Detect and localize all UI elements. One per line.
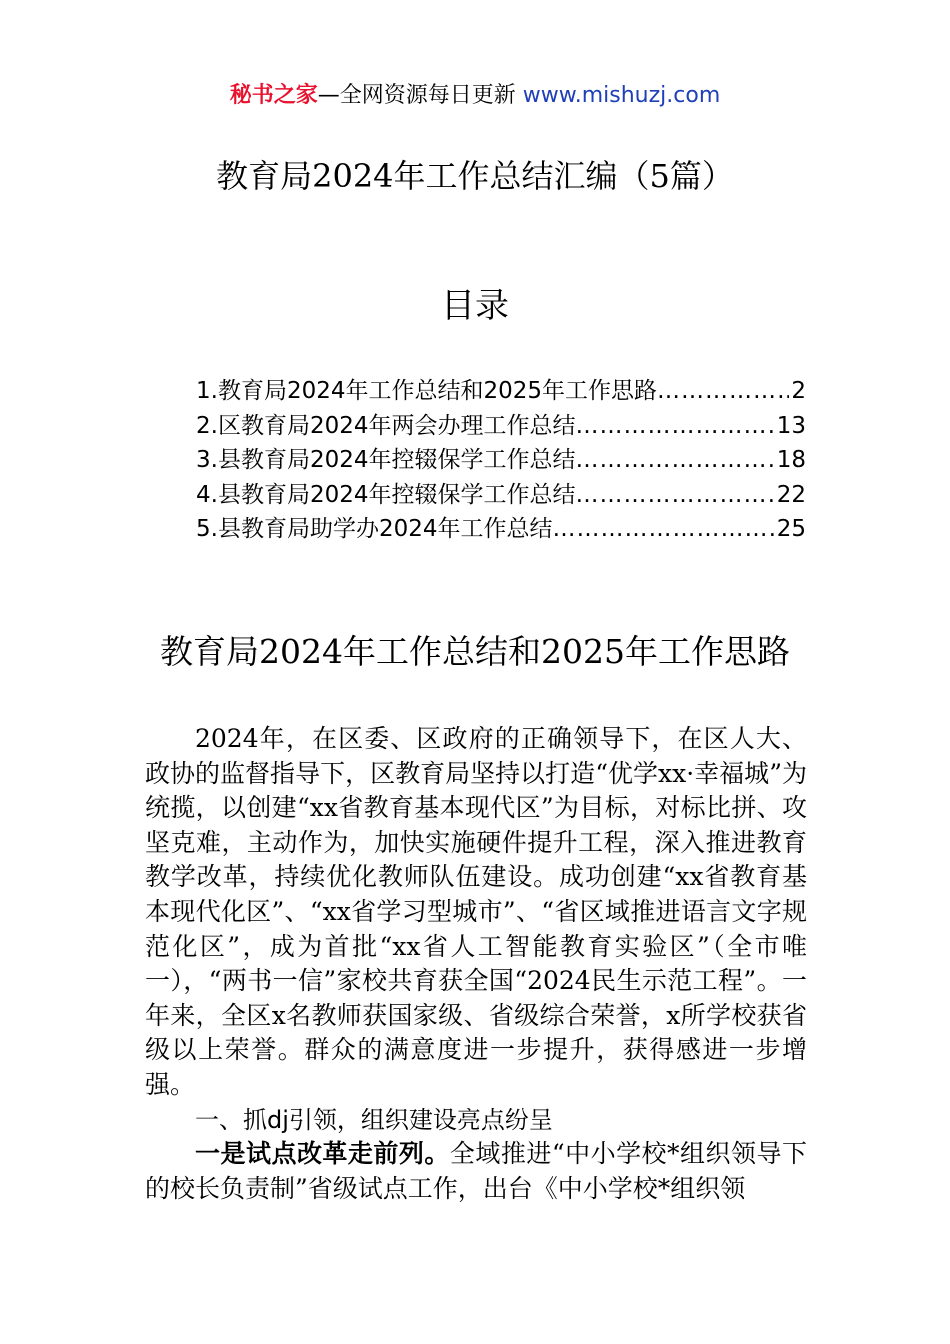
toc-heading: 目录 bbox=[441, 286, 509, 326]
toc-leader-dots bbox=[575, 443, 774, 478]
toc-entry-title: 4.县教育局2024年控辍保学工作总结 bbox=[196, 481, 576, 508]
toc-entry-page: 25 bbox=[776, 516, 806, 542]
site-header bbox=[0, 80, 950, 112]
toc-entry-title: 3.县教育局2024年控辍保学工作总结 bbox=[196, 447, 576, 473]
paragraph-lead: 一是试点改革走前列。 bbox=[195, 1139, 450, 1169]
toc-entry-title: 1.教育局2024年工作总结和2025年工作思路 bbox=[196, 378, 658, 404]
brand-name: 秘书之家 bbox=[229, 83, 318, 108]
section-title: 教育局2024年工作总结和2025年工作思路 bbox=[160, 632, 790, 671]
paragraph-text: 全域推进“中小学校*组织领导下的校长负责制”省级试点工作，出台《中小学校*组织领 bbox=[145, 1139, 807, 1203]
document-title: 教育局2024年工作总结汇编（5篇） bbox=[216, 157, 734, 195]
table-of-contents bbox=[196, 374, 806, 547]
body-paragraph bbox=[145, 1137, 807, 1206]
toc-leader-dots bbox=[575, 409, 774, 444]
toc-entry-page: 22 bbox=[776, 481, 806, 508]
toc-entry[interactable] bbox=[196, 478, 806, 513]
toc-entry-page: 18 bbox=[776, 447, 806, 473]
toc-entry-title: 2.区教育局2024年两会办理工作总结 bbox=[196, 412, 576, 439]
toc-entry-page: 2 bbox=[791, 378, 806, 404]
toc-leader-dots bbox=[575, 478, 774, 513]
toc-leader-dots bbox=[552, 512, 774, 547]
toc-entry-title: 5.县教育局助学办2024年工作总结 bbox=[196, 516, 553, 542]
toc-entry[interactable] bbox=[196, 512, 806, 547]
toc-leader-dots bbox=[657, 374, 789, 409]
toc-entry[interactable] bbox=[196, 374, 806, 409]
toc-entry-page: 13 bbox=[776, 412, 806, 439]
section-subheading: 一、抓dj引领，组织建设亮点纷呈 bbox=[195, 1105, 553, 1134]
toc-entry[interactable] bbox=[196, 409, 806, 444]
body-paragraph: 2024年，在区委、区政府的正确领导下，在区人大、政协的监督指导下，区教育局坚持以打造“优学xx·幸福城”为统揽，以创建“xx省教育基本现代区”为目标，对标比拼、攻坚克难，主动作为，加快实施硬件提升工程，深入推进教育教学改革，持续优化教师队伍建设。成功创建“xx省教育基本现代化区”、“xx省学习型城市”、“省区域推进语言文字规范化区”，成为首批“xx省人工智能教育实验区”（全市唯一），“两书一信”家校共育获全国“2024民生示范工程”。一年来，全区x名教师获国家级、省级综合荣誉，x所学校获省级以上荣誉。群众的满意度进一步提升，获得感进一步增强。 bbox=[145, 724, 807, 1099]
toc-entry[interactable] bbox=[196, 443, 806, 478]
header-tagline: —全网资源每日更新 bbox=[317, 83, 523, 108]
site-url[interactable]: www.mishuzj.com bbox=[522, 83, 721, 108]
document-body bbox=[145, 722, 807, 1206]
